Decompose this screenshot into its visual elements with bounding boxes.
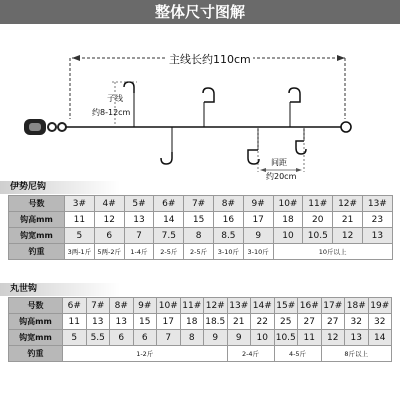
- height-cell: 21: [333, 212, 363, 228]
- hook-icon-4: [161, 152, 172, 164]
- weight-cell: 10斤以上: [273, 244, 392, 260]
- size-cell: 12#: [333, 196, 363, 212]
- width-cell: 10.5: [303, 228, 333, 244]
- maruse-table-title: 丸世钩: [0, 283, 120, 296]
- size-cell: 15#: [274, 298, 298, 314]
- width-cell: 10: [273, 228, 303, 244]
- weight-cell: 3-10斤: [243, 244, 273, 260]
- width-cell: 6: [94, 228, 124, 244]
- width-cell: 9: [204, 330, 228, 346]
- height-cell: 13: [124, 212, 154, 228]
- width-cell: 7.5: [154, 228, 184, 244]
- size-cell: 16#: [298, 298, 322, 314]
- height-cell: 17: [157, 314, 181, 330]
- width-cell: 7: [124, 228, 154, 244]
- width-cell: 8: [184, 228, 214, 244]
- height-cell: 12: [94, 212, 124, 228]
- size-cell: 10#: [157, 298, 181, 314]
- page-title: 整体尺寸图解: [0, 0, 400, 24]
- width-cell: 12: [321, 330, 345, 346]
- row-header: 钩宽mm: [9, 330, 63, 346]
- height-cell: 11: [63, 314, 87, 330]
- height-cell: 14: [154, 212, 184, 228]
- size-cell: 6#: [63, 298, 87, 314]
- width-cell: 6: [110, 330, 134, 346]
- height-cell: 22: [251, 314, 275, 330]
- height-cell: 18: [180, 314, 204, 330]
- weight-cell: 8斤以上: [321, 346, 392, 362]
- width-cell: 7: [157, 330, 181, 346]
- table-row: [9, 330, 392, 346]
- table-row: [9, 228, 393, 244]
- branch-length-label: 约8-12cm: [92, 108, 131, 117]
- weight-cell: 2-5斤: [154, 244, 184, 260]
- size-cell: 17#: [321, 298, 345, 314]
- row-header: 钓重: [9, 346, 63, 362]
- table-row: [9, 196, 393, 212]
- weight-cell: 1-2斤: [63, 346, 228, 362]
- width-cell: 13: [362, 228, 392, 244]
- height-cell: 16: [213, 212, 243, 228]
- size-cell: 7#: [86, 298, 110, 314]
- length-arrow-right: [337, 55, 345, 61]
- height-cell: 27: [321, 314, 345, 330]
- height-cell: 23: [362, 212, 392, 228]
- height-cell: 17: [243, 212, 273, 228]
- width-cell: 14: [368, 330, 392, 346]
- hook-icon-6: [296, 141, 306, 154]
- table-row: [9, 244, 393, 260]
- ise-table-title: 伊势尼钩: [0, 181, 120, 194]
- width-cell: 9: [243, 228, 273, 244]
- hook-icon-3: [289, 88, 300, 102]
- width-cell: 12: [333, 228, 363, 244]
- weight-cell: 1-4斤: [124, 244, 154, 260]
- weight-cell: 2-4斤: [227, 346, 274, 362]
- table-row: [9, 298, 392, 314]
- width-cell: 10: [251, 330, 275, 346]
- spacing-label-title: 间距: [271, 158, 287, 167]
- width-cell: 8.5: [213, 228, 243, 244]
- hook-icon-1: [124, 82, 134, 93]
- size-cell: 9#: [243, 196, 273, 212]
- width-cell: 9: [227, 330, 251, 346]
- size-cell: 19#: [368, 298, 392, 314]
- size-cell: 7#: [184, 196, 214, 212]
- height-cell: 18: [273, 212, 303, 228]
- table-row: [9, 314, 392, 330]
- width-cell: 8: [180, 330, 204, 346]
- height-cell: 25: [274, 314, 298, 330]
- height-cell: 32: [345, 314, 369, 330]
- table-row: [9, 212, 393, 228]
- size-cell: 11#: [303, 196, 333, 212]
- width-cell: 6: [133, 330, 157, 346]
- height-cell: 32: [368, 314, 392, 330]
- size-cell: 10#: [273, 196, 303, 212]
- row-header: 号数: [9, 298, 63, 314]
- width-cell: 5.5: [86, 330, 110, 346]
- branch-label-title: 子线: [107, 94, 123, 103]
- width-cell: 5: [63, 330, 87, 346]
- size-cell: 3#: [65, 196, 95, 212]
- height-cell: 27: [298, 314, 322, 330]
- height-cell: 20: [303, 212, 333, 228]
- row-header: 钩宽mm: [9, 228, 65, 244]
- width-cell: 11: [298, 330, 322, 346]
- size-cell: 12#: [204, 298, 228, 314]
- width-cell: 10.5: [274, 330, 298, 346]
- main-line-length-label: 主线长约110cm: [169, 53, 251, 66]
- height-cell: 13: [86, 314, 110, 330]
- row-header: 钩高mm: [9, 314, 63, 330]
- weight-cell: 5两-2斤: [94, 244, 124, 260]
- height-cell: 21: [227, 314, 251, 330]
- table-row: [9, 346, 392, 362]
- size-cell: 13#: [362, 196, 392, 212]
- size-cell: 8#: [213, 196, 243, 212]
- hook-icon-5: [248, 150, 259, 164]
- size-cell: 18#: [345, 298, 369, 314]
- weight-cell: 3-10斤: [213, 244, 243, 260]
- spacing-length-label: 约20cm: [266, 172, 297, 181]
- size-cell: 4#: [94, 196, 124, 212]
- rig-diagram: [0, 24, 400, 190]
- ise-hook-table: [8, 195, 393, 260]
- weight-cell: 4-5斤: [274, 346, 321, 362]
- size-cell: 8#: [110, 298, 134, 314]
- height-cell: 11: [65, 212, 95, 228]
- height-cell: 15: [133, 314, 157, 330]
- size-cell: 14#: [251, 298, 275, 314]
- width-cell: 5: [65, 228, 95, 244]
- size-cell: 5#: [124, 196, 154, 212]
- end-ring: [341, 122, 351, 132]
- weight-cell: 3两-1斤: [65, 244, 95, 260]
- hook-icon-2: [203, 88, 214, 102]
- row-header: 钓重: [9, 244, 65, 260]
- size-cell: 11#: [180, 298, 204, 314]
- height-cell: 18.5: [204, 314, 228, 330]
- width-cell: 13: [345, 330, 369, 346]
- row-header: 钩高mm: [9, 212, 65, 228]
- height-cell: 15: [184, 212, 214, 228]
- row-header: 号数: [9, 196, 65, 212]
- length-arrow-left: [72, 55, 80, 61]
- rig-drawing: [0, 24, 400, 190]
- swivel-icon: [24, 119, 66, 135]
- height-cell: 13: [110, 314, 134, 330]
- maruse-hook-table: [8, 297, 392, 362]
- size-cell: 13#: [227, 298, 251, 314]
- size-cell: 9#: [133, 298, 157, 314]
- weight-cell: 2-5斤: [184, 244, 214, 260]
- size-cell: 6#: [154, 196, 184, 212]
